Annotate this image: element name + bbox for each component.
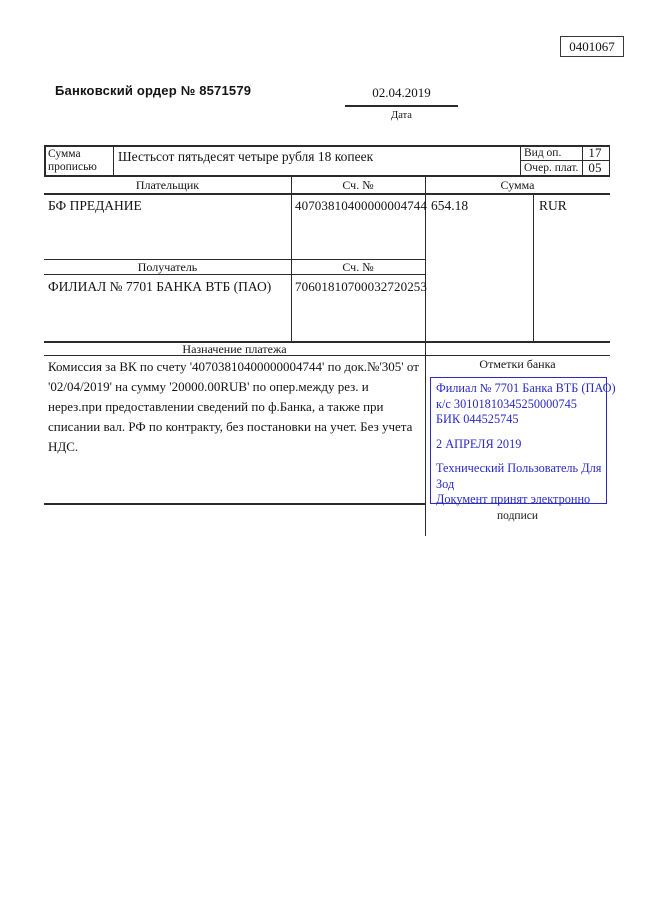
bank-stamp bbox=[430, 377, 616, 506]
table-border bbox=[520, 145, 521, 176]
stamp-line-accepted: Документ принят электронно bbox=[436, 492, 591, 506]
payee-account: 70601810700032720253 bbox=[295, 279, 427, 294]
payee-name: ФИЛИАЛ № 7701 БАНКА ВТБ (ПАО) bbox=[48, 279, 272, 294]
table-border bbox=[44, 145, 46, 176]
date-underline bbox=[345, 105, 458, 107]
payer-account-header: Сч. № bbox=[342, 178, 374, 192]
payer-header: Плательщик bbox=[135, 178, 200, 192]
table-border bbox=[113, 145, 114, 176]
table-border bbox=[533, 193, 534, 342]
priority-value: 05 bbox=[588, 160, 602, 175]
signatures-label: подписи bbox=[497, 510, 538, 522]
stamp-line-user: Технический Пользователь Для bbox=[436, 461, 602, 475]
stamp-line-blank bbox=[436, 428, 606, 437]
stamp-line-user2: Зод bbox=[436, 476, 455, 491]
purpose-header: Назначение платежа bbox=[182, 342, 287, 356]
amount-words-label: Сумма прописью bbox=[48, 148, 97, 173]
form-code-box bbox=[560, 36, 624, 57]
currency-code: RUR bbox=[539, 198, 567, 213]
doc-title: Банковский ордер № 8571579 bbox=[55, 83, 252, 98]
purpose-text: Комиссия за ВК по счету '40703810400000004744' по док.№'305' от '02/04/2019' на сумму '20000.00RUB' по опер.между рез. и нерез.при предоставлении сведений по ф.Банка, а также при списании вал. РФ по контракту, без постановки на учет. Без учета НДС. bbox=[48, 359, 419, 454]
payee-account-header: Сч. № bbox=[342, 260, 374, 274]
form-code: 0401067 bbox=[569, 38, 615, 54]
amount-value: 654.18 bbox=[431, 198, 469, 213]
table-border bbox=[44, 193, 610, 195]
stamp-line-blank bbox=[436, 452, 606, 461]
stamp-line-branch: Филиал № 7701 Банка ВТБ (ПАО) bbox=[436, 381, 616, 395]
payer-name: БФ ПРЕДАНИЕ bbox=[48, 198, 142, 213]
stamp-line-date: 2 АПРЕЛЯ 2019 bbox=[436, 436, 522, 451]
stamp-line-bik: БИК 044525745 bbox=[436, 412, 519, 426]
payer-account: 40703810400000004744 bbox=[295, 198, 427, 213]
date-label: Дата bbox=[391, 110, 412, 121]
payee-header: Получатель bbox=[137, 260, 198, 274]
table-border bbox=[609, 145, 611, 176]
table-border bbox=[44, 175, 610, 177]
date-value: 02.04.2019 bbox=[372, 85, 431, 100]
op-type-label: Вид оп. bbox=[524, 147, 562, 159]
bank-marks-header: Отметки банка bbox=[479, 357, 556, 371]
priority-label: Очер. плат. bbox=[524, 162, 579, 174]
op-type-value: 17 bbox=[588, 145, 602, 160]
amount-header: Сумма bbox=[500, 178, 535, 192]
amount-words: Шестьсот пятьдесят четыре рубля 18 копеек bbox=[118, 149, 374, 164]
table-border bbox=[291, 175, 292, 342]
stamp-line-corr-account: к/с 30101810345250000745 bbox=[436, 396, 577, 411]
table-border bbox=[44, 503, 425, 505]
